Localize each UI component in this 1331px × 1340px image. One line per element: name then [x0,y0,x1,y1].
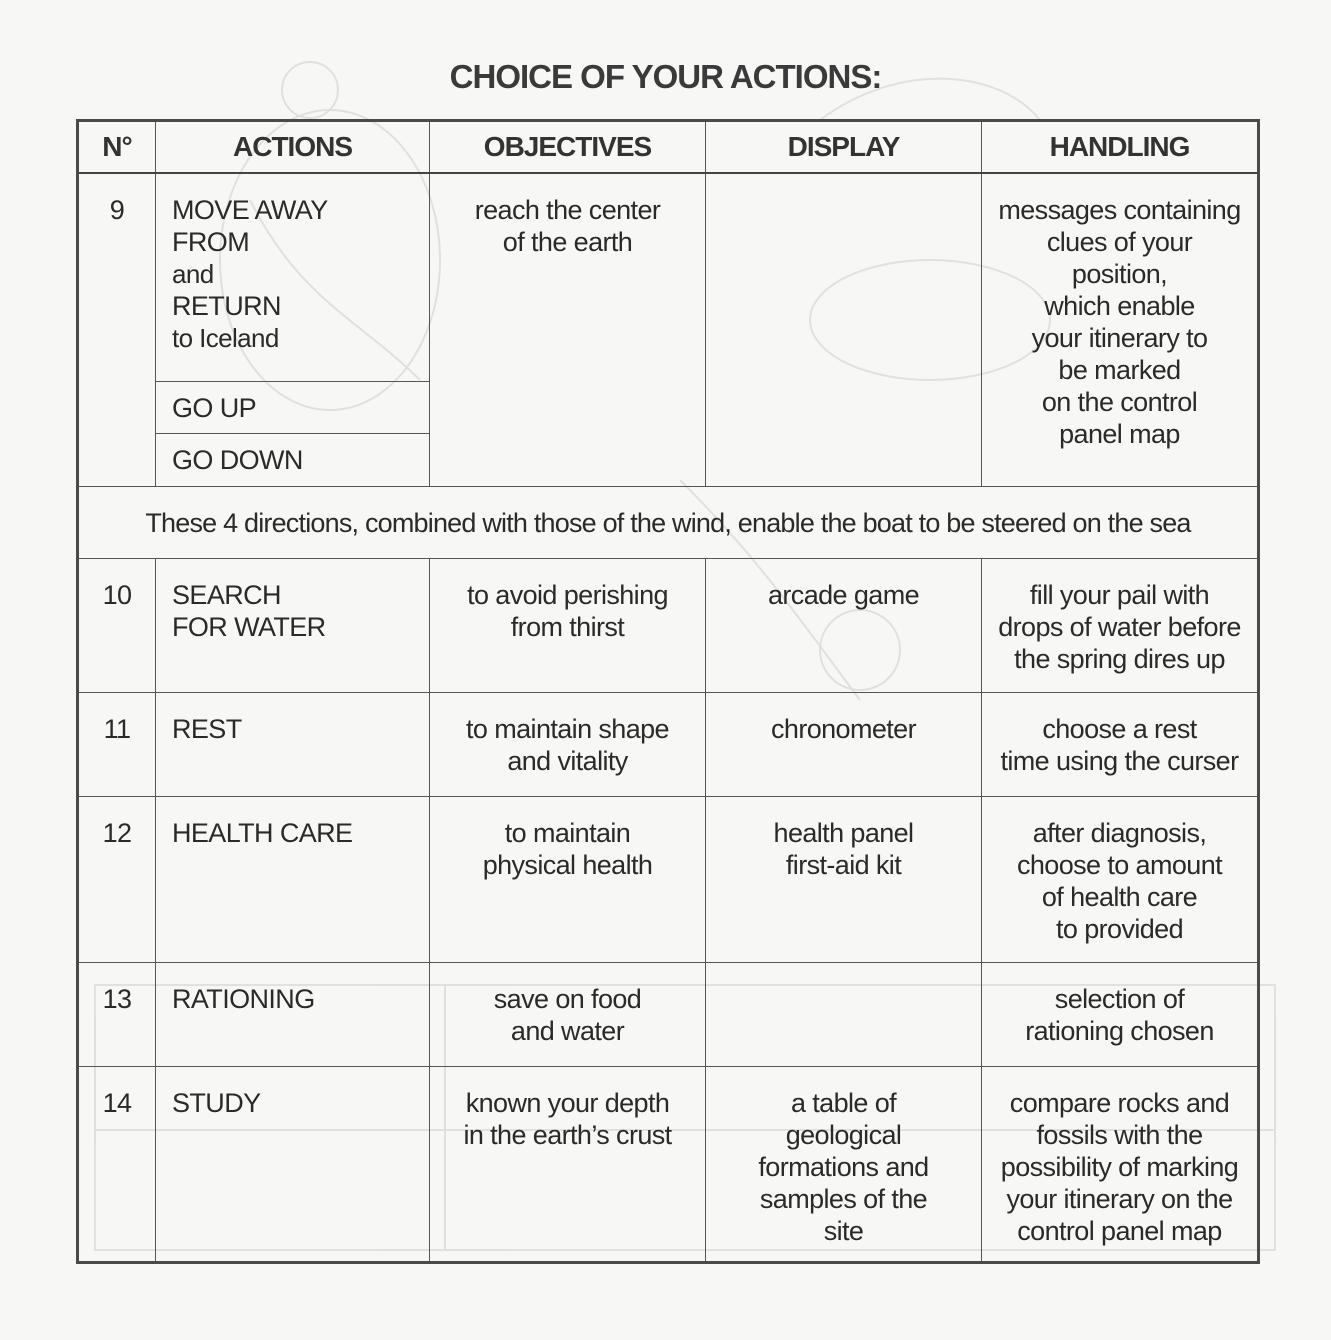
header-actions: ACTIONS [156,121,430,173]
objective-cell: reach the center of the earth [430,173,706,487]
note-row [78,487,1259,559]
table-row [78,693,1259,797]
action-cell: SEARCH FOR WATER [156,559,430,693]
display-cell: chronometer [706,693,982,797]
header-display: DISPLAY [706,121,982,173]
table-header-row [78,121,1259,173]
objective-cell: save on food and water [430,963,706,1067]
display-cell: a table of geological formations and samples of the site [706,1067,982,1263]
row-number: 10 [78,559,156,693]
row-number: 12 [78,797,156,963]
action-cell: RATIONING [156,963,430,1067]
action-cell [156,173,430,487]
handling-cell: compare rocks and fossils with the possibility of marking your itinerary on the control panel map [982,1067,1259,1263]
action-cell: REST [156,693,430,797]
handling-cell: choose a rest time using the curser [982,693,1259,797]
handling-cell: after diagnosis, choose to amount of health care to provided [982,797,1259,963]
directions-note: These 4 directions, combined with those of the wind, enable the boat to be steered on the sea [78,487,1259,559]
table-row [78,797,1259,963]
header-objectives: OBJECTIVES [430,121,706,173]
display-cell: arcade game [706,559,982,693]
row-number: 14 [78,1067,156,1263]
table-row [78,173,1259,487]
handling-cell: messages containing clues of your position, which enable your itinerary to be marked on the control panel map [982,173,1259,487]
actions-table [76,119,1260,1264]
handling-cell: selection of rationing chosen [982,963,1259,1067]
display-cell: health panel first-aid kit [706,797,982,963]
header-no: N° [78,121,156,173]
header-handling: HANDLING [982,121,1259,173]
objective-cell: to avoid perishing from thirst [430,559,706,693]
action-move-away: MOVE AWAY FROM and RETURN to Iceland [156,174,429,382]
action-cell: STUDY [156,1067,430,1263]
action-go-up: GO UP [156,382,429,434]
row-number: 11 [78,693,156,797]
handling-cell: fill your pail with drops of water before the spring dires up [982,559,1259,693]
table-row [78,1067,1259,1263]
display-cell [706,173,982,487]
objective-cell: to maintain shape and vitality [430,693,706,797]
objective-cell: to maintain physical health [430,797,706,963]
objective-cell: known your depth in the earth’s crust [430,1067,706,1263]
row-number: 13 [78,963,156,1067]
action-cell: HEALTH CARE [156,797,430,963]
row-number: 9 [78,173,156,487]
display-cell [706,963,982,1067]
page-title: CHOICE OF YOUR ACTIONS: [449,58,882,95]
table-row [78,559,1259,693]
action-go-down: GO DOWN [172,444,303,475]
table-row [78,963,1259,1067]
